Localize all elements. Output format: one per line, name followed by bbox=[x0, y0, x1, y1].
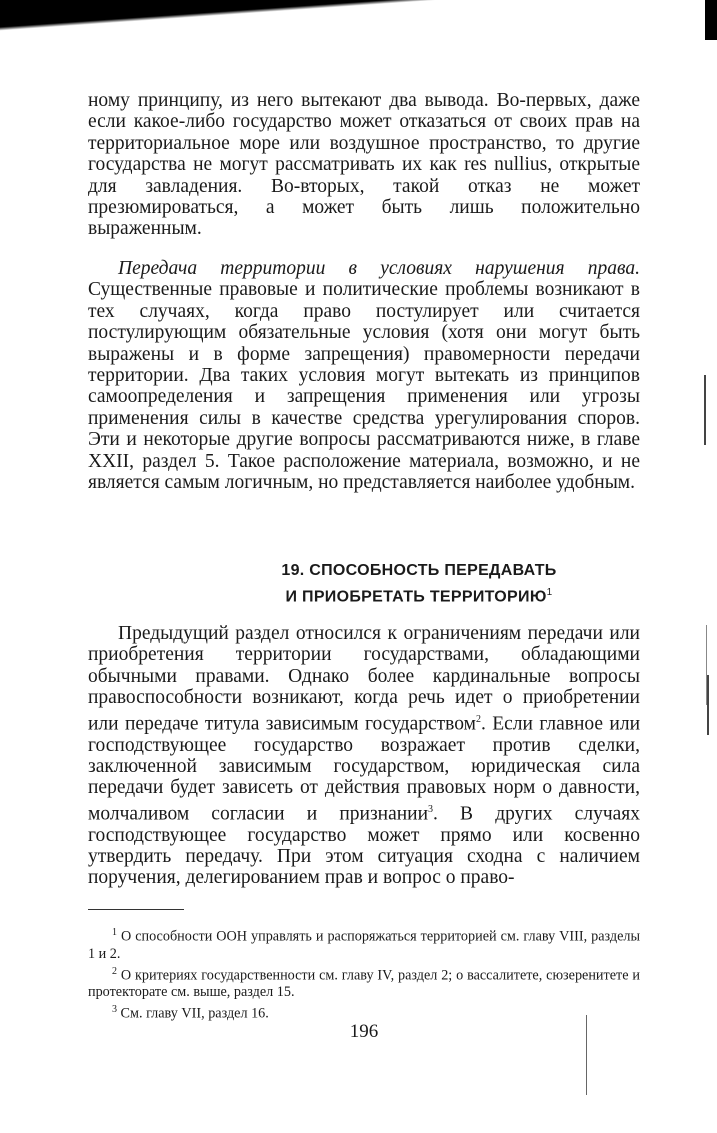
footnote-3-mark: 3 bbox=[112, 1004, 117, 1016]
section-heading-line-2 bbox=[88, 582, 640, 608]
section-heading-line-1: 19. СПОСОБНОСТЬ ПЕРЕДАВАТЬ bbox=[281, 562, 557, 579]
paragraph-3-part-1: Предыдущий раздел относился к ограничениям передачи или приобретения территории государствами, обладающими обычными правами. Однако более кардинальные вопросы правоспособности возникают, когда речь идет о приобретении или передаче титула зависимым государством bbox=[88, 623, 640, 735]
scan-dark-edge bbox=[0, 0, 717, 40]
footnote-1 bbox=[88, 924, 640, 963]
paragraph-2-lead: Передача территории в условиях нарушения права. bbox=[118, 258, 640, 279]
footnote-1-mark: 1 bbox=[112, 927, 117, 938]
paragraph-2-text: Существенные правовые и политические проблемы возникают в тех случаях, когда право постулирует или считается постулирующим обязательные условия (хотя они могут быть выражены и в форме запрещения) правомерности передачи территории. Два таких условия могут вытекать из принципов самоопределения и запрещения применения или угрозы применения силы в качестве средства урегулирования споров. Эти и некоторые другие вопросы рассматриваются ниже, в главе XXII, раздел 5. Такое расположение материала, возможно, и не является самым логичным, но представляется наиболее удобным. bbox=[88, 279, 640, 494]
paragraph-1-text: ному принципу, из него вытекают два вывода. Во-первых, даже если какое-либо государство может отказаться от своих прав на территориальное море или воздушное пространство, то другие государства не могут рассматривать их как res nullius, открытые для завладения. Во-вторых, такой отказ не может презюмироваться, а может быть лишь положительно выраженным. bbox=[88, 90, 640, 240]
footnote-2-text: О критериях государственности см. главу IV, раздел 2; о вассалитете, сюзеренитете и протекторате см. выше, раздел 15. bbox=[88, 967, 640, 1001]
page-number: 196 bbox=[349, 1021, 379, 1042]
footnotes bbox=[88, 924, 640, 1023]
scan-dark-corner bbox=[705, 0, 717, 40]
paragraph-2 bbox=[88, 258, 640, 493]
footnote-3-text: См. главу VII, раздел 16. bbox=[117, 1006, 269, 1023]
footnote-ref-1: 1 bbox=[546, 587, 553, 598]
paragraph-3-part-3: . В других случаях господствующее государство может прямо или косвенно утвердить передачу. При этом ситуация сходна с наличием поручения, делегированием прав и вопрос о право- bbox=[88, 803, 640, 889]
footnote-divider bbox=[88, 909, 184, 910]
section-heading-line-2-text: И ПРИОБРЕТАТЬ ТЕРРИТОРИЮ bbox=[285, 588, 547, 606]
section-heading bbox=[88, 560, 640, 608]
paragraph-continuation bbox=[88, 90, 640, 240]
paragraph-transfer-violation bbox=[88, 258, 640, 493]
footnote-ref-2: 2 bbox=[475, 713, 481, 725]
footnote-2-mark: 2 bbox=[112, 965, 117, 977]
footnote-3 bbox=[88, 1001, 640, 1023]
paragraph-capacity bbox=[88, 623, 640, 889]
scan-mark bbox=[586, 1015, 587, 1095]
scan-mark bbox=[707, 675, 709, 735]
footnote-ref-3: 3 bbox=[428, 803, 434, 815]
paragraph-3-part-2: . Если главное или господствующее государство возражает против сделки, заключенной зависимым государством, юридическая сила передачи будет зависеть от действия правовых норм о давности, молчаливом согласии и признании bbox=[88, 713, 641, 825]
footnote-1-text: О способности ООН управлять и распоряжаться территорией см. главу VIII, разделы 1 и 2. bbox=[88, 928, 640, 962]
footnote-2 bbox=[88, 963, 640, 1002]
scan-mark bbox=[704, 375, 706, 445]
paragraph-3 bbox=[88, 623, 640, 889]
